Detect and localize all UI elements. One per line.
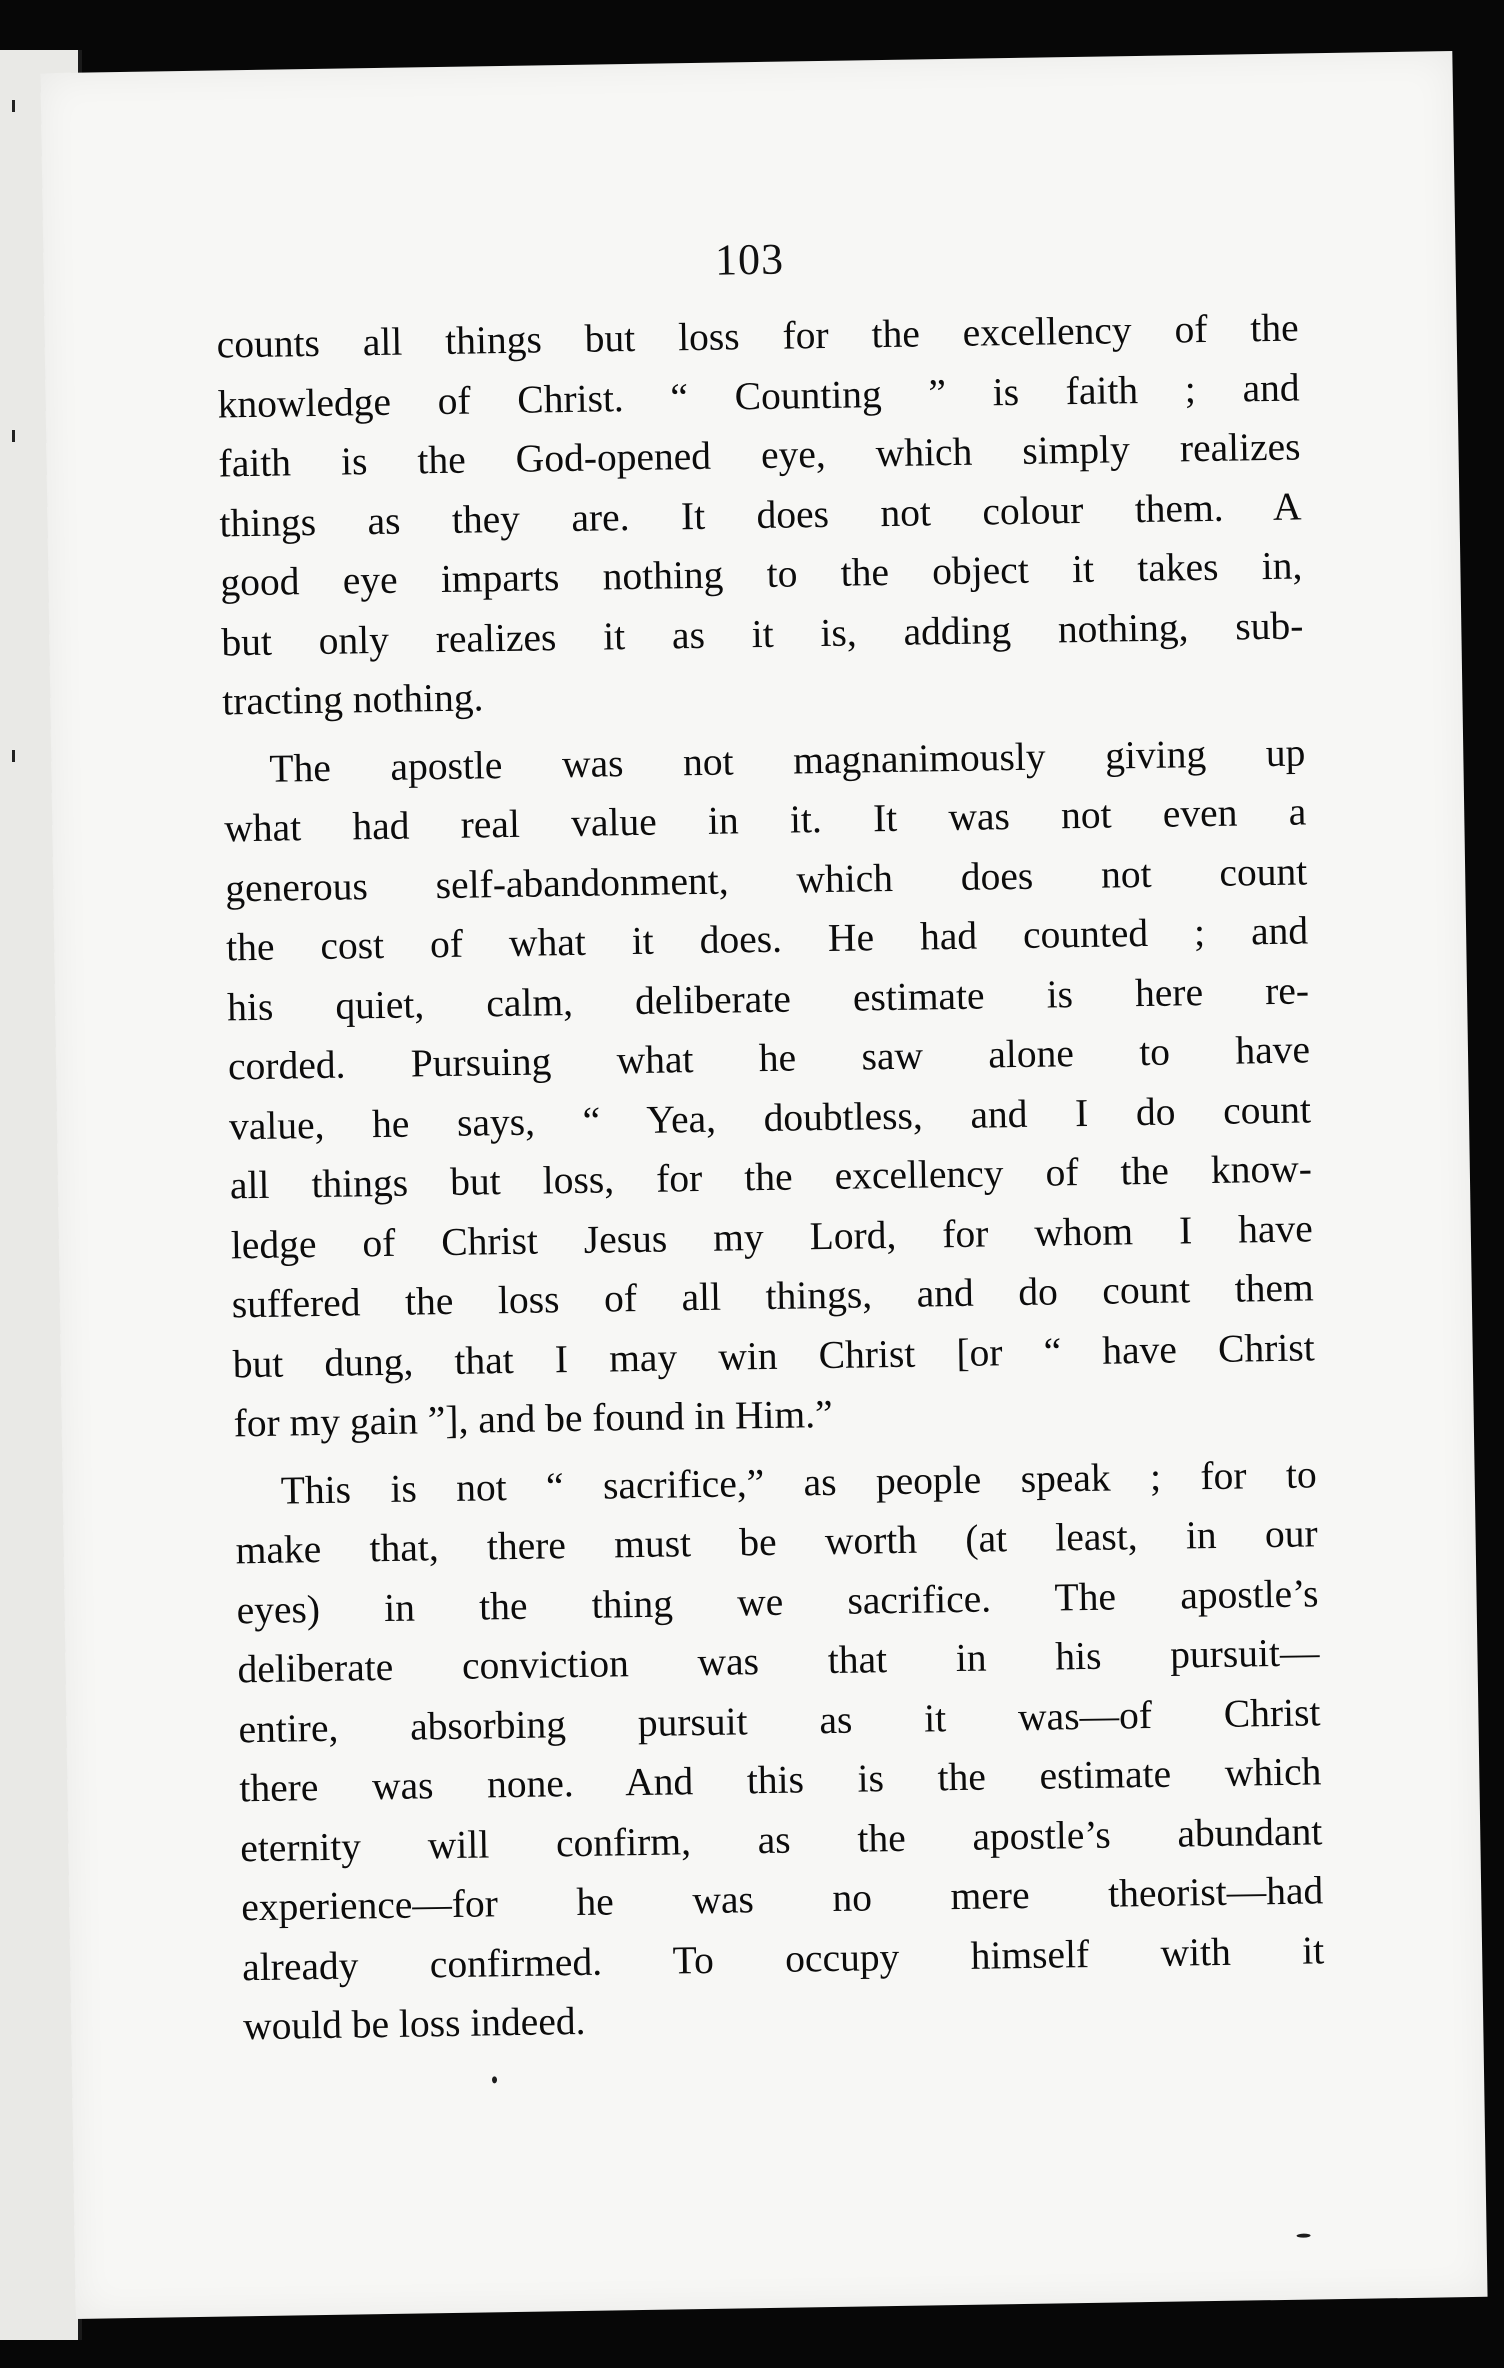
ink-speck xyxy=(492,2076,497,2083)
paragraph-1 xyxy=(216,299,1304,732)
text-line: entire, absorbing pursuit as it was—of Christ xyxy=(238,1689,1321,1751)
text-line: all things but loss, for the excellency of the know- xyxy=(229,1146,1313,1208)
text-line: but dung, that I may win Christ [or “ have Christ xyxy=(232,1324,1315,1386)
page-number: 103 xyxy=(714,234,785,285)
body-text xyxy=(216,299,1325,2057)
text-line: This is not “ sacrifice,” as people speak ; for to xyxy=(280,1451,1317,1513)
text-line: experience—for he was no mere theorist—had xyxy=(240,1868,1324,1930)
text-line: make that, there must be worth (at least, in our xyxy=(235,1511,1318,1573)
text-line: the cost of what it does. He had counted ; and xyxy=(225,908,1309,970)
text-line: eyes) in the thing we sacrifice. The apostle’s xyxy=(236,1570,1319,1632)
edge-ink-mark xyxy=(12,750,15,762)
text-line: there was none. And this is the estimate which xyxy=(239,1749,1322,1811)
book-page xyxy=(40,51,1487,2319)
ink-speck xyxy=(1297,2234,1311,2238)
text-line: already confirmed. To occupy himself with it xyxy=(241,1927,1325,1989)
text-line: ledge of Christ Jesus my Lord, for whom I have xyxy=(230,1205,1314,1267)
text-line: what had real value in it. It was not even a xyxy=(223,789,1307,851)
text-line: but only realizes it as it is, adding nothing, sub- xyxy=(221,602,1304,664)
paragraph-2 xyxy=(223,723,1316,1454)
text-line: knowledge of Christ. “ Counting ” is faith ; and xyxy=(217,364,1300,426)
text-line: deliberate conviction was that in his pursuit— xyxy=(237,1630,1320,1692)
text-line: value, he says, “ Yea, doubtless, and I do count xyxy=(228,1086,1312,1148)
text-line: things as they are. It does not colour them. A xyxy=(219,483,1302,545)
paragraph-3 xyxy=(234,1445,1325,2057)
text-line: faith is the God-opened eye, which simply realizes xyxy=(218,424,1301,486)
text-line: eternity will confirm, as the apostle’s abundant xyxy=(240,1808,1323,1870)
text-line: tracting nothing. xyxy=(221,675,484,724)
edge-ink-mark xyxy=(12,100,15,112)
text-line: counts all things but loss for the excellency of the xyxy=(216,305,1299,367)
text-line: generous self-abandonment, which does not count xyxy=(224,848,1308,910)
text-line: his quiet, calm, deliberate estimate is here re- xyxy=(226,967,1310,1029)
text-line: suffered the loss of all things, and do count them xyxy=(231,1265,1315,1327)
text-line: corded. Pursuing what he saw alone to have xyxy=(227,1027,1311,1089)
edge-ink-mark xyxy=(12,430,15,442)
text-line: The apostle was not magnanimously giving up xyxy=(269,729,1306,791)
text-line: would be loss indeed. xyxy=(242,1998,586,2049)
text-line: for my gain ”], and be found in Him.” xyxy=(233,1391,833,1446)
text-line: good eye imparts nothing to the object it takes in, xyxy=(220,543,1303,605)
